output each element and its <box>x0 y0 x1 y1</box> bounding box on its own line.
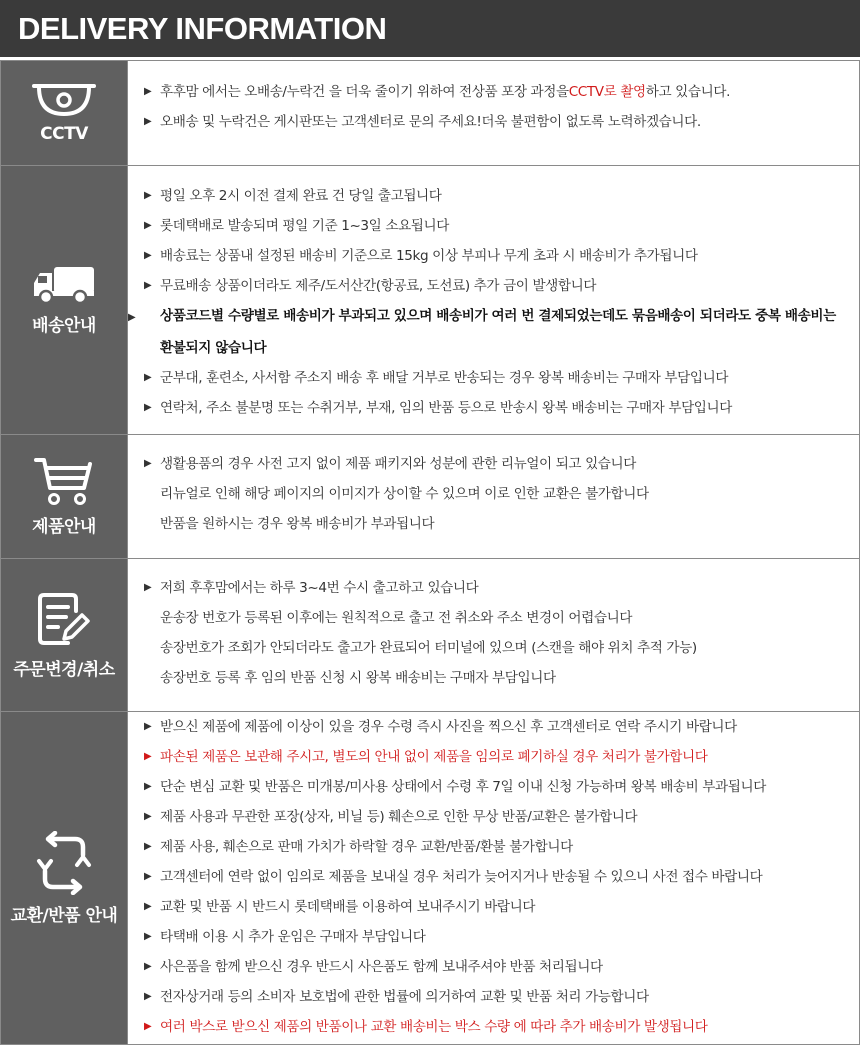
bullet-icon: ▶ <box>144 721 152 732</box>
list-item-warning: ▶ 여러 박스로 받으신 제품의 반품이나 교환 배송비는 박스 수량 에 따라 추가 배송비가 발생됩니다 <box>144 1012 851 1042</box>
section-label-cctv <box>1 61 127 165</box>
list-item: ▶ 오배송 및 누락건은 게시판또는 고객센터로 문의 주세요!더욱 불편함이 없도록 노력하겠습니다. <box>144 107 851 137</box>
list-item: 반품을 원하시는 경우 왕복 배송비가 부과됩니다 <box>160 516 435 532</box>
section-label-order <box>1 559 127 711</box>
list-item-warning: ▶ 파손된 제품은 보관해 주시고, 별도의 안내 없이 제품을 임의로 폐기하실 경우 처리가 불가합니다 <box>144 742 851 772</box>
section-content <box>127 712 859 1044</box>
section-shipping <box>0 166 860 435</box>
bullet-icon: ▶ <box>144 582 152 593</box>
list-item: ▶ 군부대, 훈련소, 사서함 주소지 배송 후 배달 거부로 반송되는 경우 왕복 배송비는 구매자 부담입니다 <box>144 363 851 393</box>
bullet-icon: ▶ <box>144 402 152 413</box>
section-label-text: 주문변경/취소 <box>13 659 115 680</box>
list-item: ▶ 교환 및 반품 시 반드시 롯데택배를 이용하여 보내주시기 바랍니다 <box>144 892 851 922</box>
bullet-icon: ▶ <box>144 1021 152 1032</box>
truck-icon <box>32 265 96 311</box>
exchange-arrows-icon <box>35 831 93 901</box>
shopping-cart-icon <box>34 456 94 512</box>
bullet-icon: ▶ <box>144 116 152 127</box>
bullet-icon: ▶ <box>128 312 136 323</box>
section-content <box>127 61 859 165</box>
page-title: DELIVERY INFORMATION <box>0 0 860 60</box>
section-label-text: 제품안내 <box>32 517 96 537</box>
list-item: 운송장 번호가 등록된 이후에는 원칙적으로 출고 전 취소와 주소 변경이 어렵습니다 <box>160 610 633 626</box>
section-label-shipping <box>1 166 127 434</box>
section-label-exchange <box>1 712 127 1044</box>
bullet-icon: ▶ <box>144 751 152 762</box>
bullet-icon: ▶ <box>144 250 152 261</box>
bullet-icon: ▶ <box>144 841 152 852</box>
section-label-text: 교환/반품 안내 <box>10 905 118 926</box>
bullet-icon: ▶ <box>144 991 152 1002</box>
bullet-icon: ▶ <box>144 781 152 792</box>
bullet-icon: ▶ <box>144 280 152 291</box>
bullet-icon: ▶ <box>144 901 152 912</box>
section-exchange <box>0 712 860 1045</box>
list-item: ▶ 받으신 제품에 제품에 이상이 있을 경우 수령 즉시 사진을 찍으신 후 고객센터로 연락 주시기 바랍니다 <box>144 712 851 742</box>
list-item: ▶ 사은품을 함께 받으신 경우 반드시 사은품도 함께 보내주셔야 반품 처리됩니다 <box>144 952 851 982</box>
list-item: ▶ 제품 사용과 무관한 포장(상자, 비닐 등) 훼손으로 인한 무상 반품/교환은 불가합니다 <box>144 802 851 832</box>
section-label-product <box>1 435 127 558</box>
section-content <box>127 559 859 711</box>
section-content <box>127 166 859 434</box>
list-item: ▶ 평일 오후 2시 이전 결제 완료 건 당일 출고됩니다 <box>144 181 851 211</box>
bullet-icon: ▶ <box>144 190 152 201</box>
cctv-camera-icon <box>31 82 97 124</box>
bullet-icon: ▶ <box>144 458 152 469</box>
list-item: ▶ 단순 변심 교환 및 반품은 미개봉/미사용 상태에서 수령 후 7일 이내 신청 가능하며 왕복 배송비 부과됩니다 <box>144 772 851 802</box>
section-label-text: 배송안내 <box>32 315 96 336</box>
bullet-icon: ▶ <box>144 871 152 882</box>
list-item: ▶ 저희 후후맘에서는 하루 3~4번 수시 출고하고 있습니다 <box>144 573 851 603</box>
list-item: ▶ 배송료는 상품내 설정된 배송비 기준으로 15kg 이상 부피나 무게 초과 시 배송비가 추가됩니다 <box>144 241 851 271</box>
list-item: ▶ 제품 사용, 훼손으로 판매 가치가 하락할 경우 교환/반품/환불 불가합니다 <box>144 832 851 862</box>
bullet-icon: ▶ <box>144 931 152 942</box>
list-item: ▶ 롯데택배로 발송되며 평일 기준 1~3일 소요됩니다 <box>144 211 851 241</box>
list-item: 송장번호 등록 후 임의 반품 신청 시 왕복 배송비는 구매자 부담입니다 <box>160 670 556 686</box>
list-item-bold: ▶ 상품코드별 수량별로 배송비가 부과되고 있으며 배송비가 여러 번 결제되었는데도 묶음배송이 되더라도 중복 배송비는 환불되지 않습니다 <box>144 301 850 363</box>
bullet-icon: ▶ <box>144 961 152 972</box>
section-product <box>0 435 860 559</box>
section-content <box>127 435 859 558</box>
section-label-text: CCTV <box>40 124 88 144</box>
list-item: 리뉴얼로 인해 해당 페이지의 이미지가 상이할 수 있으며 이로 인한 교환은 불가합니다 <box>160 486 649 502</box>
section-cctv <box>0 60 860 166</box>
list-item: ▶ 연락처, 주소 불분명 또는 수취거부, 부재, 임의 반품 등으로 반송시 왕복 배송비는 구매자 부담입니다 <box>144 393 851 423</box>
bullet-icon: ▶ <box>144 372 152 383</box>
list-item: ▶ 무료배송 상품이더라도 제주/도서산간(항공료, 도선료) 추가 금이 발생합니다 <box>144 271 851 301</box>
highlight-text: CCTV로 촬영 <box>568 84 646 100</box>
delivery-info-table <box>0 60 860 1045</box>
list-item: 송장번호가 조회가 안되더라도 출고가 완료되어 터미널에 있으며 (스캔을 해야 위치 추적 가능) <box>160 640 697 656</box>
list-item: ▶ 타택배 이용 시 추가 운임은 구매자 부담입니다 <box>144 922 851 952</box>
section-order <box>0 559 860 712</box>
bullet-icon: ▶ <box>144 86 152 97</box>
document-edit-icon <box>36 591 92 655</box>
list-item: ▶ 생활용품의 경우 사전 고지 없이 제품 패키지와 성분에 관한 리뉴얼이 되고 있습니다 <box>144 449 851 479</box>
list-item: ▶ 고객센터에 연락 없이 임의로 제품을 보내실 경우 처리가 늦어지거나 반송될 수 있으니 사전 접수 바랍니다 <box>144 862 851 892</box>
list-item: ▶ 후후맘 에서는 오배송/누락건 을 더욱 줄이기 위하여 전상품 포장 과정을 CCTV로 촬영 하고 있습니다. <box>144 77 851 107</box>
bullet-icon: ▶ <box>144 220 152 231</box>
list-item: ▶ 전자상거래 등의 소비자 보호법에 관한 법률에 의거하여 교환 및 반품 처리 가능합니다 <box>144 982 851 1012</box>
bullet-icon: ▶ <box>144 811 152 822</box>
